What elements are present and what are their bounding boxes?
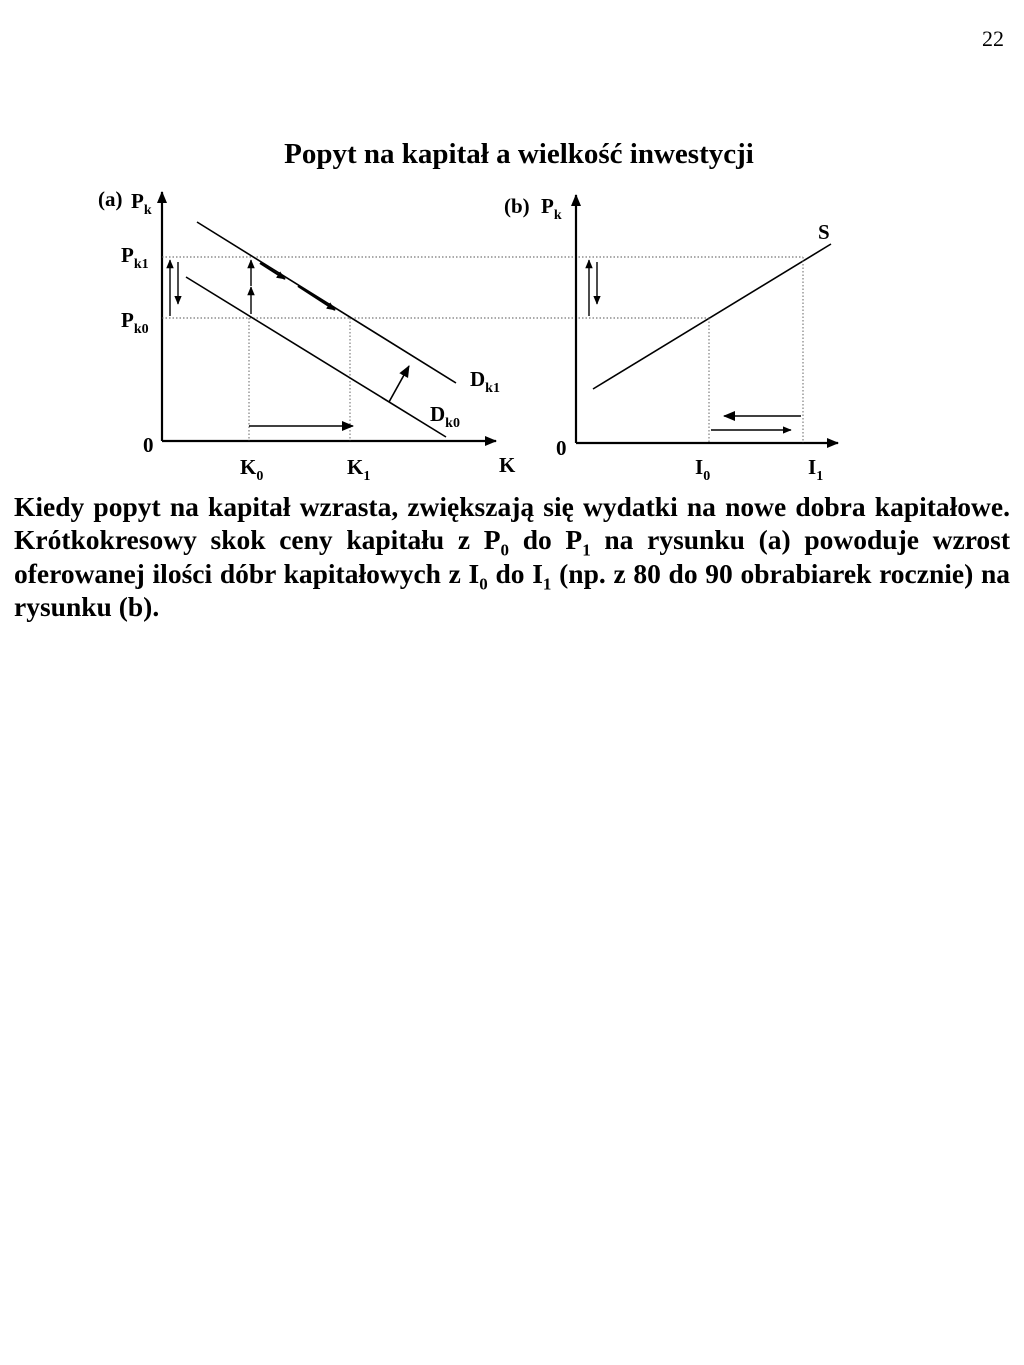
k1-label: $K_1$ [347, 455, 371, 484]
panel-a-label: (a) [98, 187, 123, 211]
panel-a-origin: 0 [143, 433, 154, 457]
panel-b-label: (b) [504, 194, 530, 218]
k0-label: $K_0$ [240, 455, 264, 484]
caption-paragraph: Kiedy popyt na kapitał wzrasta, zwiększają się wydatki na nowe dobra kapitałowe. Krótkokresowy skok ceny kapitału z $P_0$ do $P_1$ na rysunku (a) powoduje wzrost oferowanej ilości dóbr kapitałowych z $I_0$ do $I_1$ (np. z 80 do 90 obrabiarek rocznie) na rysunku (b). [14, 491, 1011, 622]
adjustment-arrow-1 [260, 263, 285, 279]
panel-a-x-axis-label: K [499, 453, 516, 477]
page-number: 22 [982, 26, 1004, 51]
supply-curve [593, 244, 831, 389]
panel-a-y-axis-label: $P_k$ [131, 189, 152, 218]
demand-curve-dk0 [186, 277, 446, 437]
i0-label: $I_0$ [695, 455, 711, 484]
price-low-label: $P_{k0}$ [121, 308, 149, 337]
panel-a [98, 187, 803, 484]
demand-dk1-label: $D_{k1}$ [470, 367, 500, 396]
demand-shift-arrow [389, 366, 409, 402]
investment-diagram [0, 0, 1024, 490]
price-high-label: $P_{k1}$ [121, 243, 149, 272]
panel-b [504, 194, 838, 484]
diagram-title: Popyt na kapitał a wielkość inwestycji [284, 138, 754, 170]
panel-b-y-axis-label: $P_k$ [541, 194, 562, 223]
demand-curve-dk1 [197, 222, 456, 383]
i1-label: $I_1$ [808, 455, 824, 484]
supply-label: S [818, 220, 830, 244]
demand-dk0-label: $D_{k0}$ [430, 402, 460, 431]
panel-b-origin: 0 [556, 436, 567, 460]
adjustment-arrow-2 [298, 286, 335, 310]
